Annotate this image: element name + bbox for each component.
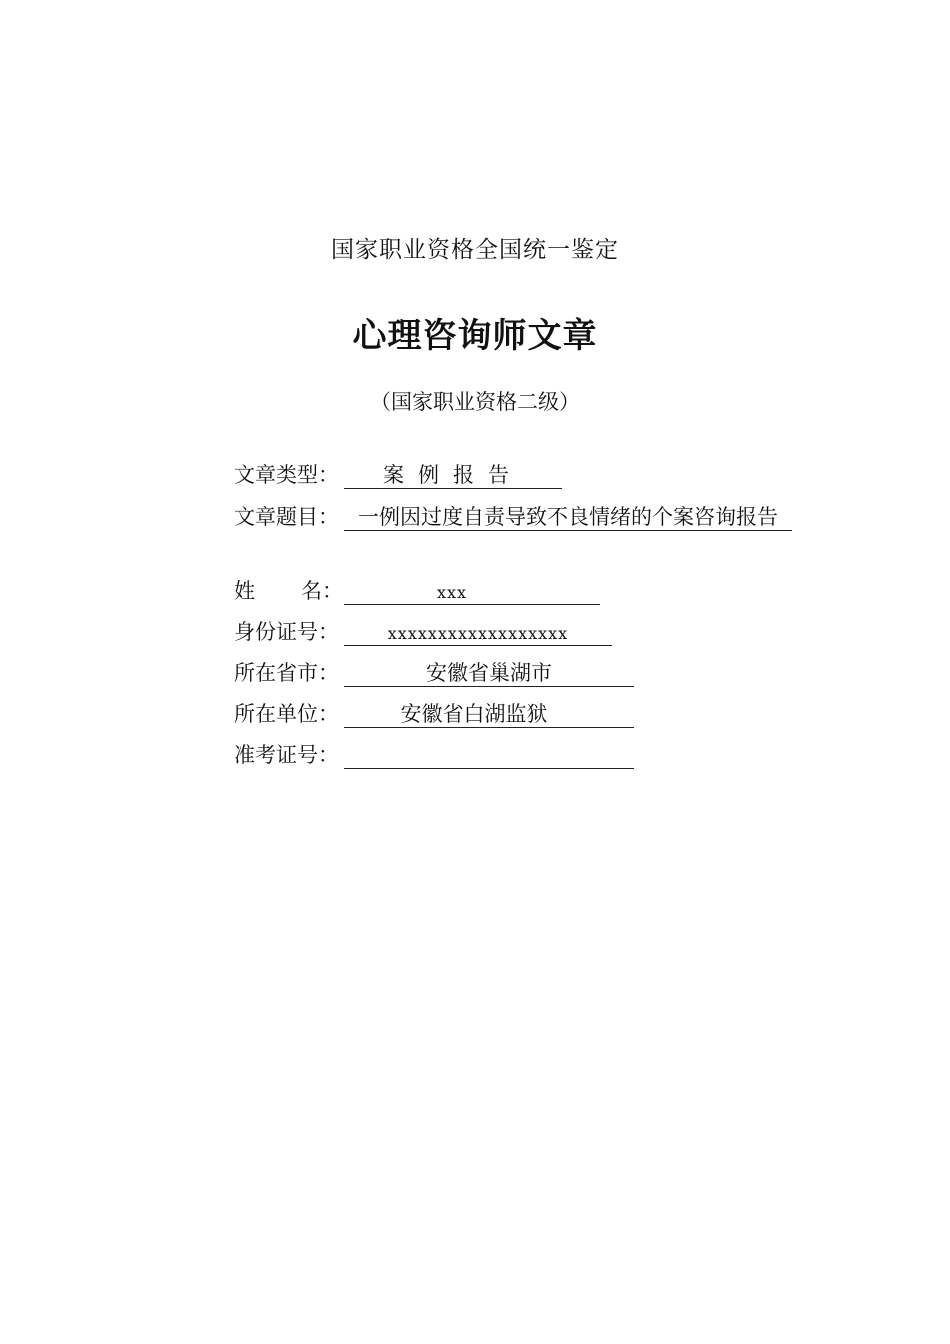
field-value-article-subject [344, 502, 792, 531]
field-value-province-city [344, 658, 634, 687]
qualification-level: （国家职业资格二级） [370, 390, 580, 414]
field-article-subject [234, 502, 778, 532]
field-province-city [234, 658, 552, 688]
field-label-workplace: 所在单位： [234, 702, 339, 726]
field-label-id-number: 身份证号： [234, 620, 339, 644]
page-title: 心理咨询师文章 [352, 316, 598, 356]
field-value-name [344, 576, 600, 605]
exam-line: 国家职业资格全国统一鉴定 [331, 237, 619, 263]
province-city-text: 安徽省巢湖市 [426, 661, 552, 685]
name-text: xxx [436, 583, 468, 602]
id-number-text: xxxxxxxxxxxxxxxxxx [387, 624, 569, 643]
name-label-second: 名： [301, 579, 343, 603]
field-label-article-type: 文章类型： [234, 463, 339, 487]
field-id-number [234, 617, 569, 647]
field-value-id-number [344, 617, 612, 646]
field-value-article-type [344, 460, 562, 489]
field-admission-number [234, 740, 339, 770]
field-value-workplace [344, 699, 634, 728]
article-type-text: 案例报告 [383, 463, 523, 487]
field-article-type [234, 460, 523, 490]
name-label-first: 姓 [234, 579, 255, 603]
workplace-text: 安徽省白湖监狱 [400, 702, 548, 726]
field-name [234, 576, 468, 606]
field-label-admission-number: 准考证号： [234, 743, 339, 767]
field-label-name [234, 576, 343, 606]
field-label-article-subject: 文章题目： [234, 505, 339, 529]
field-value-admission-number [344, 740, 634, 769]
article-subject-text: 一例因过度自责导致不良情绪的个案咨询报告 [358, 505, 778, 529]
field-label-province-city: 所在省市： [234, 661, 339, 685]
field-workplace [234, 699, 548, 729]
